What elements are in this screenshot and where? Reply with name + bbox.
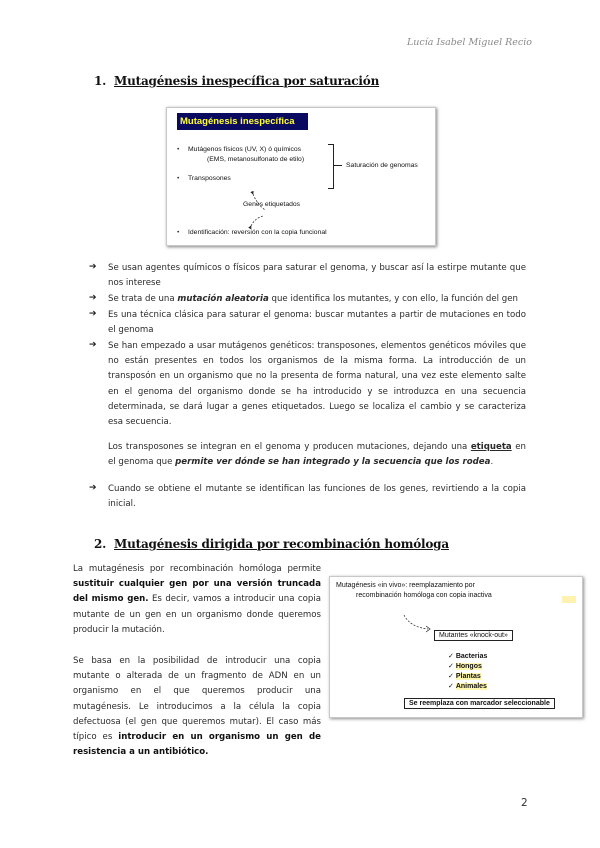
figure1-bullet1-sub: (EMS, metanosulfonato de etilo) bbox=[207, 156, 305, 163]
section2-number: 2. bbox=[94, 537, 107, 551]
check-icon: ✓ bbox=[448, 683, 454, 690]
section2-paragraph-1: La mutagénesis por recombinación homóloga permite sustituir cualquier gen por una versión truncada del mismo gen. Es decir, vamos a introducir una copia mutante de un gen en un organismo donde queremos producir la mutación. bbox=[73, 564, 321, 635]
figure2-title-line2: recombinación homóloga con copia inactiva bbox=[356, 592, 492, 599]
figure1-bullet2: Transposones bbox=[188, 175, 231, 182]
section1-title: Mutagénesis inespecífica por saturación bbox=[114, 74, 380, 88]
figure1-brace-label: Saturación de genomas bbox=[346, 162, 418, 169]
section2-title: Mutagénesis dirigida por recombinación homóloga bbox=[114, 537, 449, 551]
figure2-title-line1: Mutagénesis «in vivo»: reemplazamiento por bbox=[336, 582, 475, 589]
section2-paragraph-2: Se basa en la posibilidad de introducir una copia mutante o alterada de un fragmento de ADN en un organismo en el que queremos producir una mutagénesis. Le introducimos a la célula la copia defectuosa (el gen que queremos mutar). El caso más típico es introducir en un organismo un gen de resistencia a un antibiótico. bbox=[73, 656, 321, 758]
section1-number: 1. bbox=[94, 74, 107, 88]
arrow-bullet-icon: ➔ bbox=[89, 309, 97, 319]
transposon-paragraph: Los transposones se integran en el genoma y producen mutaciones, dejando una etiqueta en el genoma que permite ver dónde se han integrado y la secuencia que los rodea. bbox=[108, 442, 526, 468]
organism-item: ✓ Hongos bbox=[448, 663, 482, 670]
figure1-bullet-glyph: • bbox=[177, 175, 180, 182]
figure1-bullet-glyph: • bbox=[177, 229, 180, 236]
check-icon: ✓ bbox=[448, 663, 454, 670]
knockout-box: Mutantes «knock-out» bbox=[434, 630, 513, 641]
bullet-4: Se han empezado a usar mutágenos genéticos: transposones, elementos genéticos móviles que no están presentes en todos los organismos de la misma forma. La introducción de un transposón en un organismo que no la presenta de forma natural, una vez este elemento salte en el genoma del organismo donde se ha introducido y se introduzca en una secuencia determinada, se dará lugar a genes etiquetados. Luego se localiza el cambio y se caracteriza esa secuencia. bbox=[108, 341, 526, 428]
arrow-bullet-icon: ➔ bbox=[89, 340, 97, 350]
arrow-bullet-icon: ➔ bbox=[89, 293, 97, 303]
arrow-bullet-icon: ➔ bbox=[89, 483, 97, 493]
figure1-genes-label: Genes etiquetados bbox=[243, 201, 301, 208]
marker-footer-box: Se reemplaza con marcador seleccionable bbox=[404, 698, 555, 709]
bullet-1: Se usan agentes químicos o físicos para saturar el genoma, y buscar así la estirpe mutante que nos interese bbox=[108, 263, 526, 289]
arrow-bullet-icon: ➔ bbox=[89, 262, 97, 272]
page-number: 2 bbox=[521, 797, 528, 809]
bullet-5: Cuando se obtiene el mutante se identifican las funciones de los genes, revirtiendo a la copia inicial. bbox=[108, 484, 526, 510]
figure-recombinacion-homologa bbox=[329, 576, 583, 718]
organism-item: ✓ Plantas bbox=[448, 673, 481, 680]
bullet-3: Es una técnica clásica para saturar el genoma: buscar mutantes a partir de mutaciones en todo el genoma bbox=[108, 310, 526, 336]
check-icon: ✓ bbox=[448, 673, 454, 680]
section2-heading bbox=[94, 537, 449, 551]
organism-list bbox=[448, 652, 487, 692]
figure1-title: Mutagénesis inespecífica bbox=[177, 113, 308, 130]
organism-item: ✓ Animales bbox=[448, 683, 487, 690]
check-icon: ✓ bbox=[448, 653, 454, 660]
figure1-bullet-glyph: • bbox=[177, 146, 180, 153]
author-header: Lucía Isabel Miguel Recio bbox=[406, 37, 532, 48]
highlight-swatch bbox=[562, 596, 576, 603]
section1-heading bbox=[94, 74, 379, 88]
bullet-2: Se trata de una mutación aleatoria que identifica los mutantes, y con ello, la función del gen bbox=[108, 294, 518, 304]
organism-item: ✓ Bacterias bbox=[448, 653, 488, 660]
figure-mutagenesis-inespecifica bbox=[166, 107, 436, 246]
figure1-bullet1: Mutágenos físicos (UV, X) ó químicos bbox=[188, 146, 302, 153]
figure1-bullet3: Identificación: reversión con la copia funcional bbox=[188, 229, 327, 236]
